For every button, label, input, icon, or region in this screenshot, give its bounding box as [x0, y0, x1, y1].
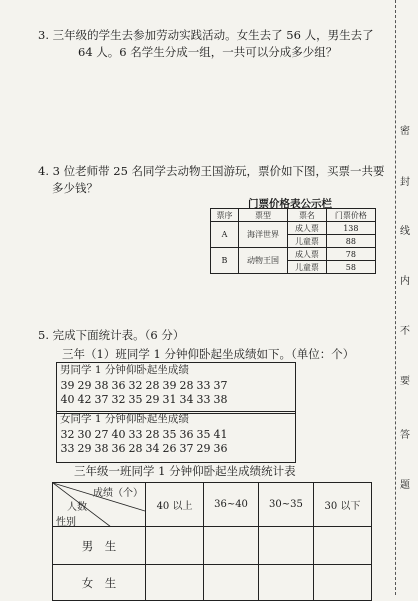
score-cell: 29 — [77, 441, 92, 455]
score-cell: 26 — [162, 441, 177, 455]
score-cell: 29 — [145, 392, 160, 406]
ticket-price: 88 — [326, 235, 375, 248]
score-cell: 28 — [179, 378, 194, 392]
score-cell: 33 — [196, 378, 211, 392]
score-cell: 41 — [213, 427, 228, 441]
question-5-heading: 5. 完成下面统计表。（6 分） — [38, 328, 185, 342]
stats-cell-boys-30-35[interactable] — [258, 527, 313, 565]
score-cell: 39 — [162, 378, 177, 392]
stats-row-label-boys: 男 生 — [53, 527, 146, 565]
stats-cell-girls-36-40[interactable] — [204, 565, 259, 601]
ticket-header: 门票价格 — [326, 209, 375, 222]
score-cell: 38 — [94, 441, 109, 455]
score-cell: 42 — [77, 392, 92, 406]
ticket-name: 儿童票 — [288, 261, 327, 274]
score-cell: 28 — [128, 441, 143, 455]
score-cell: 38 — [94, 378, 109, 392]
score-cell: 34 — [145, 441, 160, 455]
question-5-intro: 三年（1）班同学 1 分钟仰卧起坐成绩如下。（单位：个） — [62, 347, 355, 361]
stats-cell-boys-below-30[interactable] — [313, 527, 371, 565]
ticket-name: 成人票 — [288, 222, 327, 235]
ticket-seq: B — [211, 248, 239, 274]
score-cell: 40 — [60, 392, 75, 406]
ticket-table-title: 门票价格表公示栏 — [248, 198, 332, 210]
stats-col-header: 30 以下 — [313, 483, 371, 527]
margin-char: 内 — [400, 276, 410, 287]
score-cell: 29 — [77, 378, 92, 392]
margin-char: 封 — [400, 177, 410, 188]
boys-scores-grid — [59, 378, 229, 406]
score-cell: 40 — [111, 427, 126, 441]
stats-cell-girls-30-35[interactable] — [258, 565, 313, 601]
ticket-type: 海洋世界 — [238, 222, 287, 248]
corner-label-gender: 性别 — [56, 517, 76, 528]
stats-table-title: 三年级一班同学 1 分钟仰卧起坐成绩统计表 — [74, 464, 296, 478]
stats-cell-girls-40-up[interactable] — [146, 565, 204, 601]
score-cell: 35 — [128, 392, 143, 406]
stats-col-header: 30~35 — [258, 483, 313, 527]
stats-row-label-girls: 女 生 — [53, 565, 146, 601]
stats-cell-boys-36-40[interactable] — [204, 527, 259, 565]
score-cell: 37 — [94, 392, 109, 406]
question-3 — [38, 27, 398, 61]
margin-char: 要 — [400, 376, 410, 387]
score-cell: 32 — [111, 392, 126, 406]
score-cell: 33 — [60, 441, 75, 455]
question-3-line-2: 64 人。6 名学生分成一组，一共可以分成多少组？ — [78, 45, 338, 59]
score-cell: 38 — [213, 392, 228, 406]
stats-cell-girls-below-30[interactable] — [313, 565, 371, 601]
ticket-name: 成人票 — [288, 248, 327, 261]
stats-table — [52, 482, 372, 601]
ticket-price: 78 — [326, 248, 375, 261]
score-cell: 28 — [145, 427, 160, 441]
score-cell: 36 — [111, 378, 126, 392]
score-cell: 34 — [179, 392, 194, 406]
score-cell: 33 — [128, 427, 143, 441]
score-cell: 37 — [213, 378, 228, 392]
score-cell: 29 — [196, 441, 211, 455]
ticket-seq: A — [211, 222, 239, 248]
corner-label-score: 成绩（个） — [93, 488, 143, 499]
stats-col-header: 40 以上 — [146, 483, 204, 527]
stats-col-header: 36~40 — [204, 483, 259, 527]
score-cell: 35 — [162, 427, 177, 441]
boys-scores-title: 男同学 1 分钟仰卧起坐成绩 — [60, 364, 189, 376]
score-cell: 31 — [162, 392, 177, 406]
margin-char: 不 — [400, 326, 410, 337]
score-cell: 36 — [179, 427, 194, 441]
ticket-header: 票序 — [211, 209, 239, 222]
score-cell: 36 — [111, 441, 126, 455]
margin-char: 线 — [400, 226, 410, 237]
question-4 — [38, 163, 398, 197]
ticket-header: 票型 — [238, 209, 287, 222]
corner-label-count: 人数 — [67, 502, 87, 513]
score-cell: 30 — [77, 427, 92, 441]
margin-char: 答 — [400, 430, 410, 441]
score-cell: 33 — [196, 392, 211, 406]
score-cell: 37 — [179, 441, 194, 455]
ticket-name: 儿童票 — [288, 235, 327, 248]
margin-char: 密 — [400, 126, 410, 137]
question-3-line-1: 3. 三年级的学生去参加劳动实践活动。女生去了 56 人，男生去了 — [38, 28, 374, 42]
margin-char: 题 — [400, 480, 410, 491]
score-cell: 36 — [213, 441, 228, 455]
score-cell: 28 — [145, 378, 160, 392]
girls-scores-title: 女同学 1 分钟仰卧起坐成绩 — [60, 413, 189, 425]
girls-scores-grid — [59, 427, 229, 455]
stats-cell-boys-40-up[interactable] — [146, 527, 204, 565]
score-cell: 32 — [128, 378, 143, 392]
ticket-price: 138 — [326, 222, 375, 235]
question-4-line-1: 4. 3 位老师带 25 名同学去动物王国游玩，票价如下图，买票一共要 — [38, 164, 385, 178]
girls-scores-box — [56, 411, 296, 463]
score-cell: 32 — [60, 427, 75, 441]
score-cell: 39 — [60, 378, 75, 392]
ticket-type: 动物王国 — [238, 248, 287, 274]
ticket-header: 票名 — [288, 209, 327, 222]
boys-scores-box — [56, 362, 296, 414]
question-4-line-2: 多少钱？ — [52, 181, 98, 195]
score-cell: 27 — [94, 427, 109, 441]
ticket-price-table — [210, 208, 376, 274]
binding-margin — [395, 0, 418, 595]
score-cell: 35 — [196, 427, 211, 441]
ticket-price: 58 — [326, 261, 375, 274]
stats-table-corner — [53, 483, 146, 527]
